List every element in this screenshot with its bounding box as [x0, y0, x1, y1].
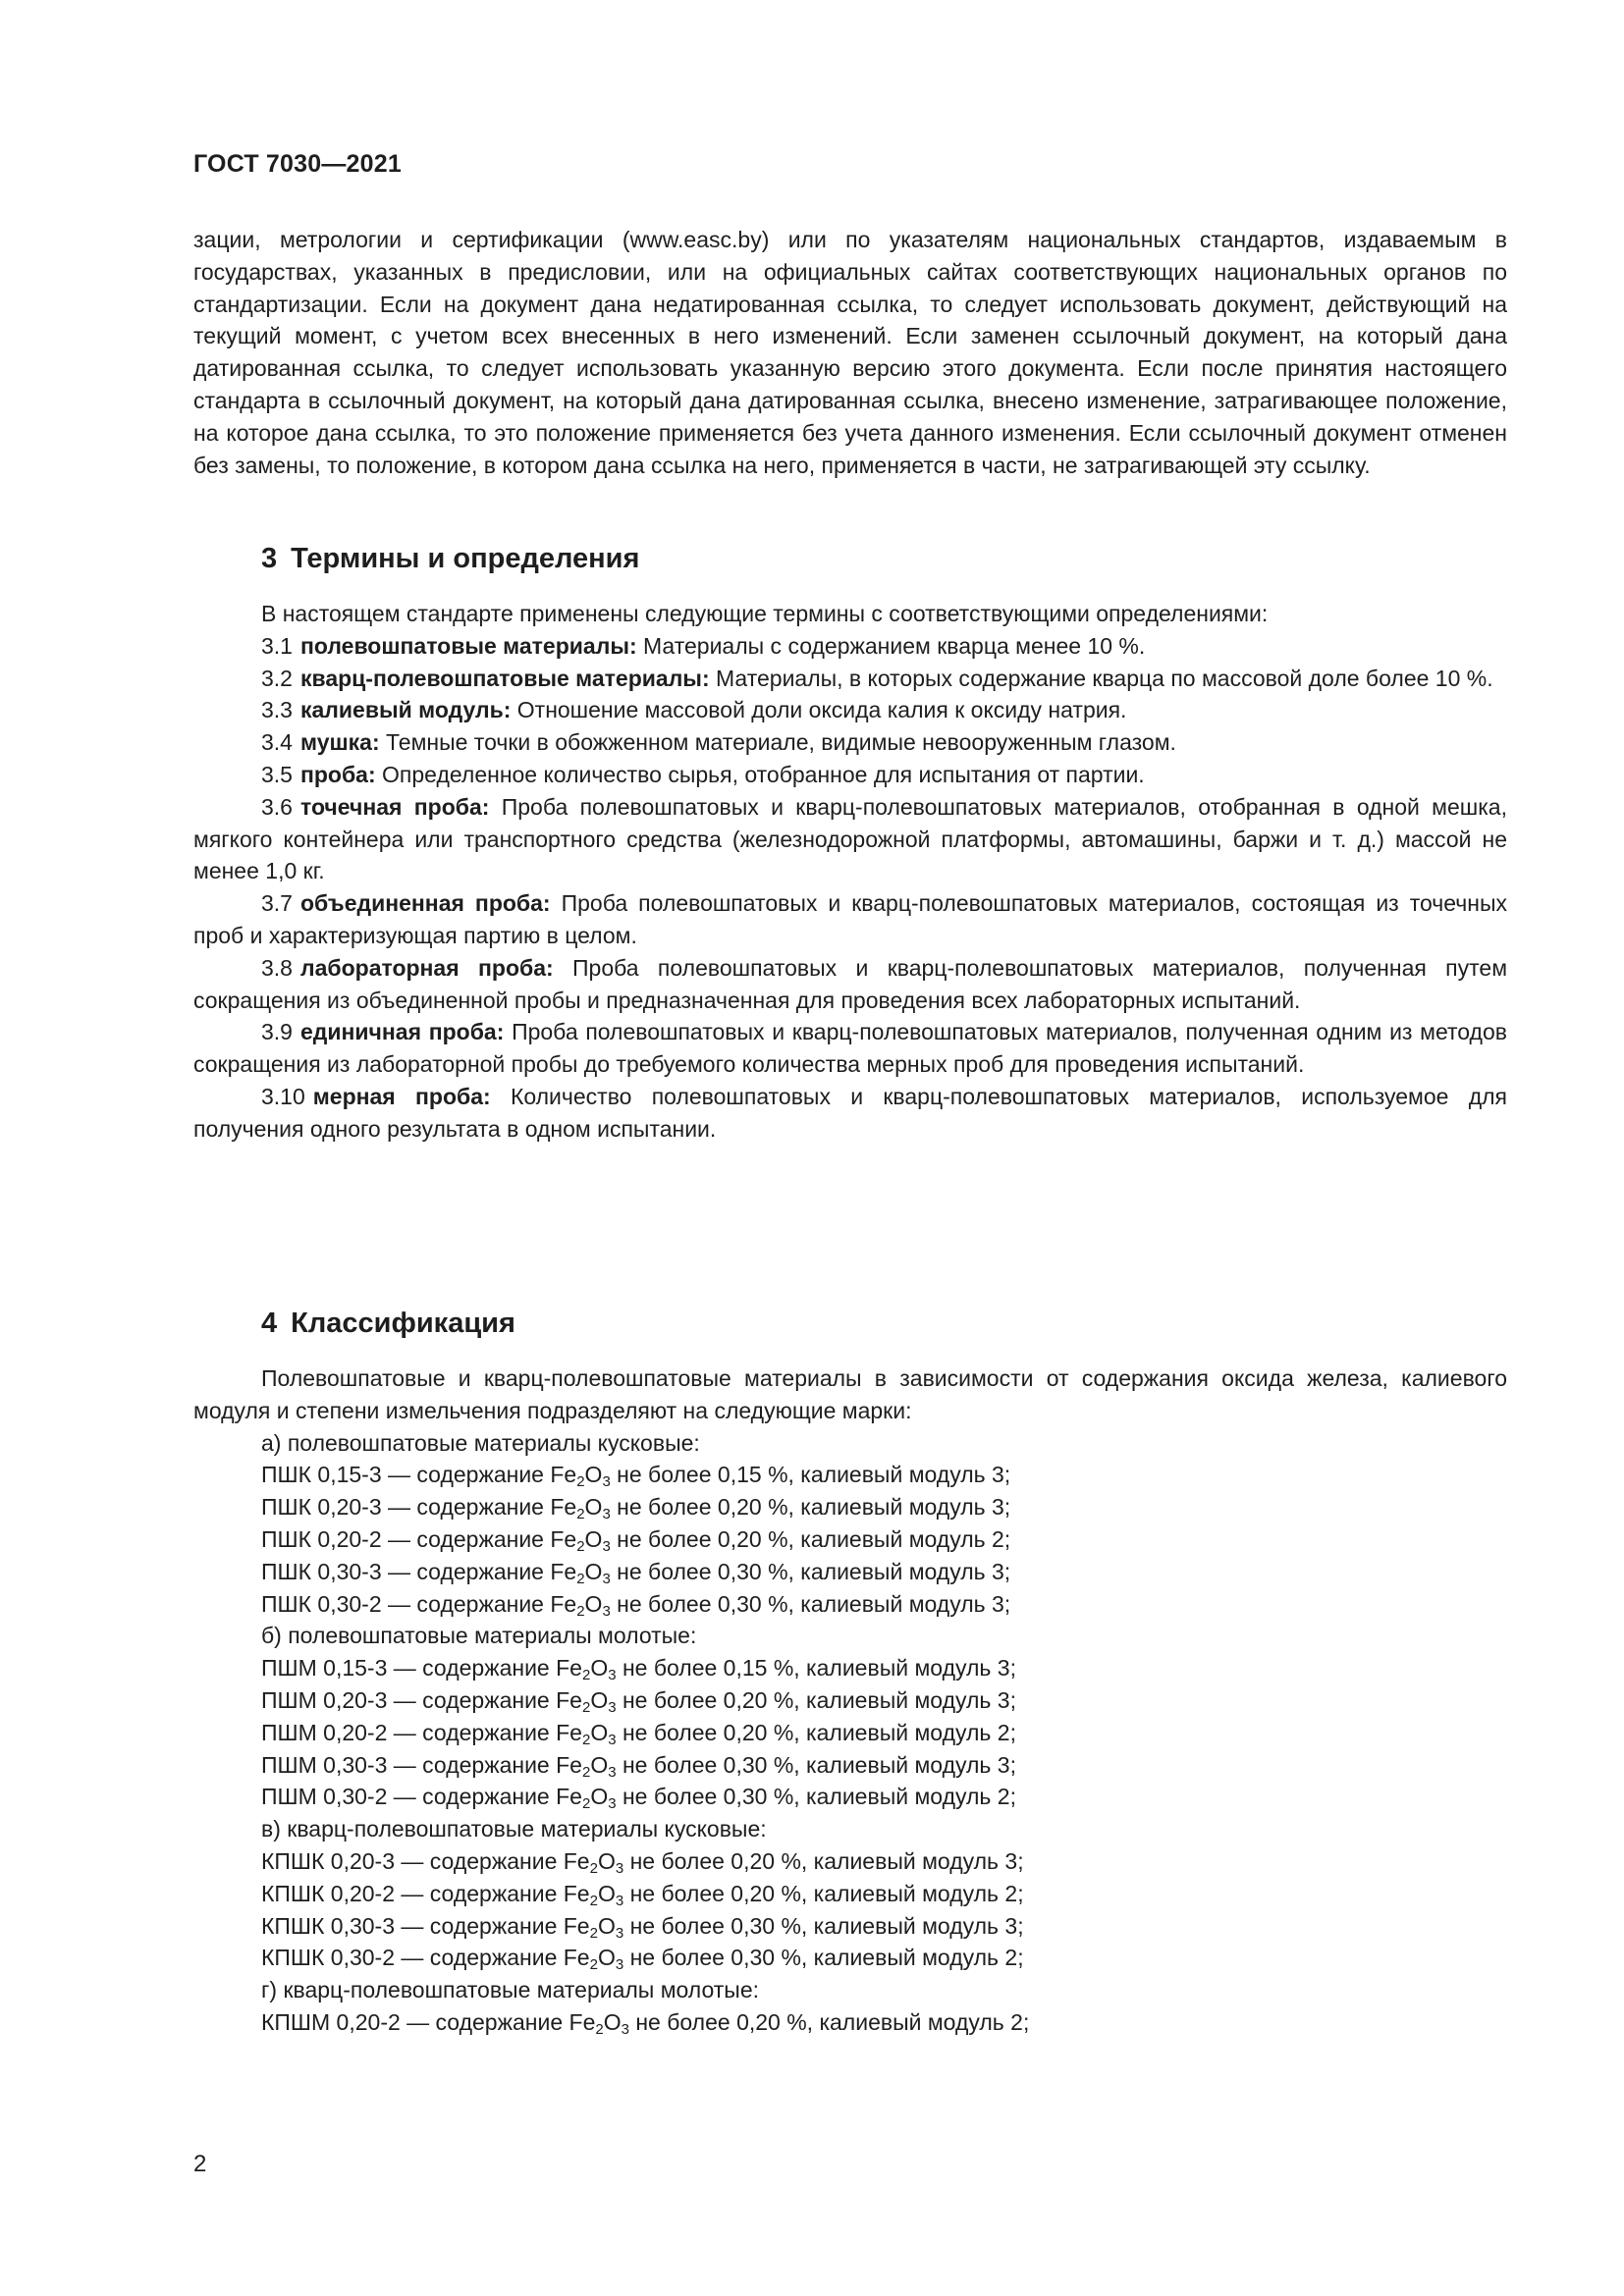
formula-subscript: 2	[589, 1892, 598, 1909]
formula-element: Fe	[550, 1525, 577, 1552]
formula-subscript: 2	[595, 2020, 604, 2038]
term-number: 3.6	[261, 793, 293, 820]
term-number: 3.10	[261, 1083, 305, 1109]
term-name: единичная проба:	[299, 1019, 505, 1045]
term-text: Проба полевошпатовых и кварц-полевошпатовых материалов, состоящая из точечных проб и характеризующая партию в целом.	[193, 890, 1508, 948]
formula-element: O	[584, 1525, 603, 1552]
section-4-body	[193, 1362, 1507, 2039]
grade-spec: не более 0,20 %, калиевый модуль 2;	[635, 2008, 1030, 2035]
fe2o3-formula	[556, 1686, 617, 1716]
formula-subscript: 3	[602, 1506, 611, 1523]
term-name: калиевый модуль:	[299, 697, 512, 723]
grade-item	[193, 1781, 1507, 1813]
grade-item	[193, 1717, 1507, 1749]
grade-code: КПШК 0,20-3 — содержание	[261, 1847, 558, 1874]
fe2o3-formula	[556, 1655, 617, 1684]
formula-element: O	[597, 1945, 616, 1971]
grade-group-label: а) полевошпатовые материалы кусковые:	[261, 1429, 700, 1456]
grade-code: ПШМ 0,30-2 — содержание	[261, 1784, 550, 1810]
formula-subscript: 3	[608, 1698, 617, 1716]
grade-item	[193, 1523, 1507, 1556]
formula-element: O	[590, 1719, 609, 1745]
term-name: объединенная проба:	[299, 890, 551, 917]
term-number: 3.7	[261, 890, 293, 917]
term-name: лабораторная проба:	[299, 954, 554, 981]
fe2o3-formula	[563, 1880, 624, 1909]
formula-subscript: 3	[615, 1892, 624, 1909]
term-text: Количество полевошпатовых и кварц-полевошпатовых материалов, используемое для получения одного результата в одном испытании.	[193, 1083, 1508, 1142]
grade-spec: не более 0,20 %, калиевый модуль 2;	[617, 1525, 1011, 1552]
grade-item	[193, 1910, 1507, 1943]
section-3-lead: В настоящем стандарте применены следующие термины с соответствующими определениями:	[261, 601, 1269, 626]
grade-item	[193, 1878, 1507, 1910]
grade-code: ПШМ 0,30-3 — содержание	[261, 1751, 550, 1778]
formula-element: O	[590, 1784, 609, 1810]
term-name: мерная проба:	[312, 1083, 491, 1109]
section-3-title: Термины и определения	[291, 543, 640, 574]
formula-subscript: 2	[581, 1667, 591, 1684]
formula-subscript: 3	[602, 1537, 611, 1555]
fe2o3-formula	[568, 2008, 629, 2038]
grade-code: ПШК 0,20-2 — содержание	[261, 1525, 544, 1552]
grade-spec: не более 0,20 %, калиевый модуль 2;	[622, 1719, 1016, 1745]
formula-subscript: 2	[576, 1473, 585, 1491]
term-definition	[193, 952, 1507, 1017]
term-text: Темные точки в обожженном материале, видимые невооруженным глазом.	[386, 729, 1176, 756]
section-3-body	[193, 598, 1507, 1146]
formula-subscript: 2	[576, 1506, 585, 1523]
fe2o3-formula	[556, 1719, 617, 1748]
term-definition	[193, 663, 1507, 695]
grade-spec: не более 0,15 %, калиевый модуль 3;	[617, 1462, 1011, 1488]
section-3-number: 3	[261, 543, 278, 574]
term-definition	[193, 887, 1507, 952]
term-number: 3.3	[261, 697, 293, 723]
formula-subscript: 2	[589, 1924, 598, 1942]
grade-item	[193, 1588, 1507, 1621]
formula-element: Fe	[556, 1751, 582, 1778]
grade-spec: не более 0,20 %, калиевый модуль 3;	[629, 1847, 1024, 1874]
term-text: Материалы с содержанием кварца менее 10 %.	[643, 632, 1146, 659]
fe2o3-formula	[563, 1912, 624, 1942]
term-definition	[193, 759, 1507, 791]
term-number: 3.1	[261, 632, 293, 659]
grade-code: ПШМ 0,15-3 — содержание	[261, 1655, 550, 1682]
formula-subscript: 2	[576, 1570, 585, 1587]
formula-element: O	[590, 1751, 609, 1778]
formula-subscript: 3	[602, 1570, 611, 1587]
formula-subscript: 2	[581, 1731, 591, 1748]
grade-item	[193, 1491, 1507, 1523]
fe2o3-formula	[556, 1751, 617, 1781]
grade-spec: не более 0,30 %, калиевый модуль 3;	[617, 1558, 1011, 1584]
grade-code: ПШМ 0,20-3 — содержание	[261, 1686, 550, 1713]
grade-spec: не более 0,20 %, калиевый модуль 3;	[617, 1494, 1011, 1521]
grade-spec: не более 0,15 %, калиевый модуль 3;	[622, 1655, 1016, 1682]
term-name: мушка:	[299, 729, 380, 756]
formula-element: Fe	[550, 1590, 577, 1617]
formula-subscript: 2	[581, 1795, 591, 1813]
formula-subscript: 2	[576, 1602, 585, 1620]
formula-element: O	[597, 1847, 616, 1874]
grade-code: КПШК 0,20-2 — содержание	[261, 1880, 558, 1906]
grade-code: ПШК 0,30-2 — содержание	[261, 1590, 544, 1617]
term-number: 3.9	[261, 1019, 293, 1045]
formula-element: O	[584, 1590, 603, 1617]
formula-element: O	[584, 1558, 603, 1584]
formula-subscript: 2	[581, 1698, 591, 1716]
term-definition	[193, 630, 1507, 663]
formula-element: Fe	[556, 1784, 582, 1810]
formula-subscript: 2	[576, 1537, 585, 1555]
formula-subscript: 2	[581, 1763, 591, 1781]
formula-element: O	[584, 1462, 603, 1488]
term-text: Проба полевошпатовых и кварц-полевошпатовых материалов, полученная одним из методов сокращения из лабораторной пробы до требуемого количества мерных проб для проведения испытаний.	[193, 1019, 1507, 1078]
page-number: 2	[193, 2151, 207, 2177]
term-number: 3.8	[261, 954, 293, 981]
grade-spec: не более 0,30 %, калиевый модуль 3;	[629, 1912, 1024, 1939]
grade-item	[193, 1749, 1507, 1782]
grade-item	[193, 1942, 1507, 1974]
fe2o3-formula	[550, 1558, 611, 1587]
section-4-heading	[261, 1308, 515, 1340]
term-number: 3.4	[261, 729, 293, 756]
term-definition	[193, 1016, 1507, 1081]
fe2o3-formula	[563, 1945, 624, 1974]
grade-group-label: б) полевошпатовые материалы молотые:	[261, 1623, 697, 1649]
formula-element: Fe	[563, 1880, 590, 1906]
grade-spec: не более 0,30 %, калиевый модуль 2;	[629, 1945, 1024, 1971]
grade-spec: не более 0,20 %, калиевый модуль 3;	[622, 1686, 1016, 1713]
grade-item	[193, 1459, 1507, 1491]
formula-element: Fe	[563, 1912, 590, 1939]
fe2o3-formula	[550, 1525, 611, 1555]
formula-element: Fe	[550, 1558, 577, 1584]
grades-list	[193, 1427, 1507, 2039]
term-definition	[193, 694, 1507, 726]
formula-subscript: 3	[615, 1956, 624, 1974]
grade-spec: не более 0,30 %, калиевый модуль 2;	[622, 1784, 1016, 1810]
term-number: 3.5	[261, 761, 293, 787]
intro-paragraph: зации, метрологии и сертификации (www.easc.by) или по указателям национальных стандартов, издаваемым в государствах, указанных в предисловии, или на официальных сайтах соответствующих национальных органов по стандартизации. Если на документ дана недатированная ссылка, то следует использовать документ, действующий на текущий момент, с учетом всех внесенных в него изменений. Если заменен ссылочный документ, на который дана датированная ссылка, то следует использовать указанную версию этого документа. Если после принятия настоящего стандарта в ссылочный документ, на который дана датированная ссылка, внесено изменение, затрагивающее положение, на которое дана ссылка, то это положение применяется без учета данного изменения. Если ссылочный документ отменен без замены, то положение, в котором дана ссылка на него, применяется в части, не затрагивающей эту ссылку.	[193, 227, 1507, 478]
section-4-number: 4	[261, 1308, 278, 1339]
formula-element: O	[590, 1655, 609, 1682]
formula-subscript: 2	[589, 1956, 598, 1974]
formula-element: O	[603, 2008, 622, 2035]
terms-list	[193, 630, 1507, 1146]
section-4-title: Классификация	[291, 1308, 515, 1339]
formula-element: Fe	[568, 2008, 596, 2035]
grade-item	[193, 1652, 1507, 1684]
grade-item	[193, 1684, 1507, 1717]
formula-element: Fe	[563, 1945, 590, 1971]
term-number: 3.2	[261, 665, 293, 691]
formula-element: O	[597, 1880, 616, 1906]
term-definition	[193, 791, 1507, 887]
fe2o3-formula	[556, 1784, 617, 1813]
grade-item	[193, 1845, 1507, 1878]
term-name: точечная проба:	[299, 793, 490, 820]
grade-code: КПШМ 0,20-2 — содержание	[261, 2008, 564, 2035]
grade-spec: не более 0,30 %, калиевый модуль 3;	[622, 1751, 1016, 1778]
formula-subscript: 3	[608, 1763, 617, 1781]
section-3-heading	[261, 543, 639, 575]
formula-element: Fe	[563, 1847, 590, 1874]
grade-spec: не более 0,20 %, калиевый модуль 2;	[629, 1880, 1024, 1906]
formula-element: O	[590, 1686, 609, 1713]
section-4-lead: Полевошпатовые и кварц-полевошпатовые материалы в зависимости от содержания оксида железа, калиевого модуля и степени измельчения подразделяют на следующие марки:	[193, 1365, 1507, 1423]
term-text: Отношение массовой доли оксида калия к оксиду натрия.	[516, 697, 1127, 723]
term-definition	[193, 1081, 1507, 1146]
grade-item	[193, 2006, 1507, 2039]
fe2o3-formula	[550, 1462, 611, 1491]
term-definition	[193, 726, 1507, 759]
formula-subscript: 3	[602, 1602, 611, 1620]
grade-group-label: г) кварц-полевошпатовые материалы молотые:	[261, 1977, 760, 2003]
grade-group-label: в) кварц-полевошпатовые материалы кусковые:	[261, 1816, 767, 1842]
formula-element: O	[584, 1494, 603, 1521]
term-text: Проба полевошпатовых и кварц-полевошпатовых материалов, отобранная в одной мешка, мягкого контейнера или транспортного средства (железнодорожной платформы, автомашины, баржи и т. д.) массой не менее 1,0 кг.	[193, 793, 1507, 884]
term-name: проба:	[299, 761, 376, 787]
formula-element: Fe	[556, 1719, 582, 1745]
term-name: полевошпатовые материалы:	[299, 632, 637, 659]
term-text: Проба полевошпатовых и кварц-полевошпатовых материалов, полученная путем сокращения из объединенной пробы и предназначенная для проведения всех лабораторных испытаний.	[193, 954, 1508, 1013]
document-header-title: ГОСТ 7030—2021	[193, 150, 402, 178]
formula-subscript: 3	[602, 1473, 611, 1491]
formula-element: O	[597, 1912, 616, 1939]
formula-subscript: 3	[621, 2020, 629, 2038]
fe2o3-formula	[550, 1590, 611, 1620]
formula-element: Fe	[556, 1686, 582, 1713]
grade-code: КПШК 0,30-3 — содержание	[261, 1912, 558, 1939]
formula-subscript: 2	[589, 1859, 598, 1877]
formula-element: Fe	[550, 1494, 577, 1521]
grade-code: ПШК 0,30-3 — содержание	[261, 1558, 544, 1584]
formula-element: Fe	[556, 1655, 582, 1682]
grade-code: ПШМ 0,20-2 — содержание	[261, 1719, 550, 1745]
term-name: кварц-полевошпатовые материалы:	[299, 665, 710, 691]
formula-subscript: 3	[615, 1924, 624, 1942]
formula-subscript: 3	[615, 1859, 624, 1877]
fe2o3-formula	[563, 1847, 624, 1877]
grade-code: ПШК 0,20-3 — содержание	[261, 1494, 544, 1521]
formula-subscript: 3	[608, 1795, 617, 1813]
formula-subscript: 3	[608, 1731, 617, 1748]
formula-element: Fe	[550, 1462, 577, 1488]
term-text: Материалы, в которых содержание кварца по массовой доле более 10 %.	[716, 665, 1493, 691]
grade-spec: не более 0,30 %, калиевый модуль 3;	[617, 1590, 1011, 1617]
grade-code: КПШК 0,30-2 — содержание	[261, 1945, 558, 1971]
term-text: Определенное количество сырья, отобранное для испытания от партии.	[382, 761, 1145, 787]
fe2o3-formula	[550, 1494, 611, 1523]
grade-item	[193, 1556, 1507, 1588]
formula-subscript: 3	[608, 1667, 617, 1684]
grade-code: ПШК 0,15-3 — содержание	[261, 1462, 544, 1488]
